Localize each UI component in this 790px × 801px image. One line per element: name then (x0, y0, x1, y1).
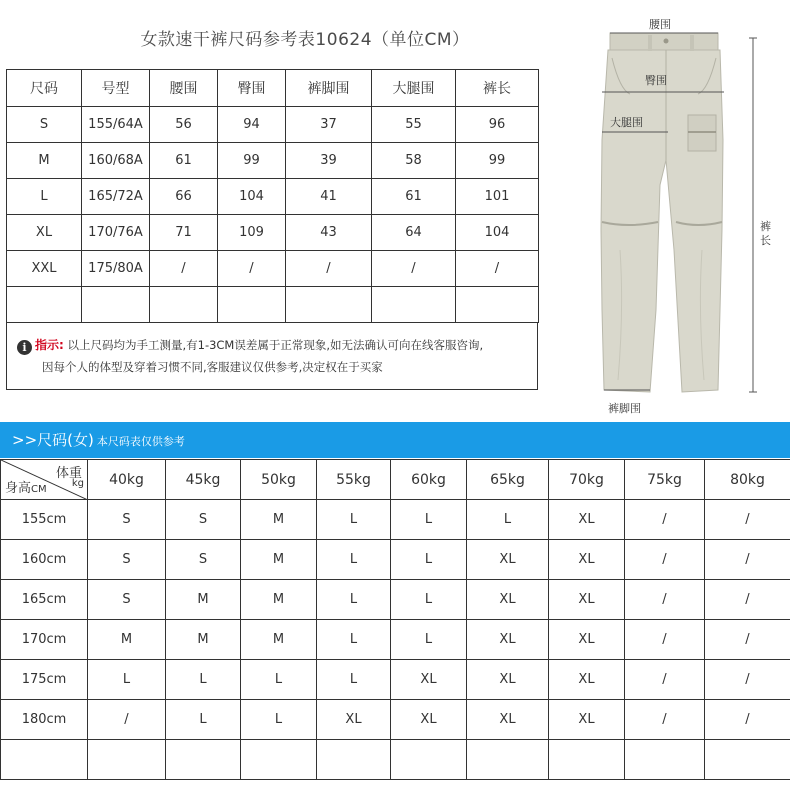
table-row (1, 580, 790, 620)
size-cell: L (88, 660, 166, 700)
size-cell: / (705, 540, 790, 580)
table-cell: 43 (286, 215, 372, 251)
table-cell: 109 (218, 215, 286, 251)
table-cell: / (372, 251, 456, 287)
table-cell: 39 (286, 143, 372, 179)
size-cell: XL (467, 620, 549, 660)
column-header: 臀围 (218, 70, 286, 107)
height-weight-size-table (0, 459, 790, 780)
table-cell: 104 (218, 179, 286, 215)
table-cell (218, 287, 286, 323)
size-cell: XL (467, 660, 549, 700)
table-cell (286, 287, 372, 323)
size-cell: XL (549, 580, 625, 620)
table-cell: S (7, 107, 82, 143)
table-cell (82, 287, 150, 323)
weight-header: 55kg (317, 460, 391, 500)
pants-measurement-diagram (590, 10, 790, 420)
column-header: 号型 (82, 70, 150, 107)
length-label: 裤长 (760, 220, 771, 247)
weight-header: 80kg (705, 460, 790, 500)
table-cell (150, 287, 218, 323)
table-cell: 99 (218, 143, 286, 179)
hip-label: 臀围 (645, 74, 667, 87)
weight-header: 60kg (391, 460, 467, 500)
table-cell: 58 (372, 143, 456, 179)
height-cell: 175cm (1, 660, 88, 700)
table-row (1, 500, 790, 540)
size-cell: / (625, 660, 705, 700)
info-icon: i (17, 340, 32, 355)
table-cell: 37 (286, 107, 372, 143)
size-cell: XL (391, 660, 467, 700)
table-cell: 160/68A (82, 143, 150, 179)
height-cell: 160cm (1, 540, 88, 580)
size-cell: / (625, 620, 705, 660)
size-cell: / (705, 580, 790, 620)
size-cell: XL (317, 700, 391, 740)
table-cell: L (7, 179, 82, 215)
thigh-label: 大腿围 (610, 116, 643, 129)
height-cell: 170cm (1, 620, 88, 660)
table-cell: 41 (286, 179, 372, 215)
height-cell: 155cm (1, 500, 88, 540)
table-row (1, 620, 790, 660)
size-table-header-row (7, 70, 539, 107)
table-cell: / (456, 251, 539, 287)
table-cell: 56 (150, 107, 218, 143)
height-cell: 180cm (1, 700, 88, 740)
size-cell: XL (391, 700, 467, 740)
table-row (7, 107, 539, 143)
column-header: 腰围 (150, 70, 218, 107)
size-table (6, 69, 539, 323)
weight-header: 70kg (549, 460, 625, 500)
weight-axis-label: 体重 (55, 466, 82, 481)
size-cell (391, 740, 467, 780)
size-cell: S (166, 540, 241, 580)
table-cell (372, 287, 456, 323)
pants-illustration (590, 10, 790, 420)
size-cell: M (166, 580, 241, 620)
banner-subtitle: 本尺码表仅供参考 (96, 435, 185, 448)
size-cell: L (241, 660, 317, 700)
size-cell: L (317, 620, 391, 660)
table-cell: 61 (372, 179, 456, 215)
column-header: 尺码 (7, 70, 82, 107)
note-label: 指示: (35, 338, 64, 352)
banner-title: >>尺码(女) (12, 431, 94, 449)
size-cell: / (625, 700, 705, 740)
height-unit-label: CM (31, 484, 47, 495)
table-row (7, 179, 539, 215)
table-cell: 66 (150, 179, 218, 215)
size-cell: M (166, 620, 241, 660)
table-row (7, 287, 539, 323)
size-cell: M (241, 500, 317, 540)
weight-unit-label: kg (71, 478, 84, 489)
size-cell (625, 740, 705, 780)
size-cell: / (705, 500, 790, 540)
size-cell: / (625, 580, 705, 620)
table-cell (7, 287, 82, 323)
size-cell (705, 740, 790, 780)
table-cell: / (286, 251, 372, 287)
weight-header-row (1, 460, 790, 500)
table-cell: 55 (372, 107, 456, 143)
weight-header: 45kg (166, 460, 241, 500)
size-cell (166, 740, 241, 780)
size-cell: S (88, 500, 166, 540)
size-cell (549, 740, 625, 780)
size-cell: L (317, 660, 391, 700)
weight-header: 40kg (88, 460, 166, 500)
size-cell: L (241, 700, 317, 740)
size-cell: / (705, 660, 790, 700)
table-cell: 61 (150, 143, 218, 179)
table-row (1, 700, 790, 740)
size-cell: L (391, 580, 467, 620)
table-cell: 155/64A (82, 107, 150, 143)
size-guide-banner (0, 422, 790, 458)
table-cell: M (7, 143, 82, 179)
size-cell: / (705, 620, 790, 660)
table-cell: 175/80A (82, 251, 150, 287)
table-row (1, 660, 790, 700)
size-cell: L (317, 540, 391, 580)
size-cell: L (317, 500, 391, 540)
hem-label: 裤脚围 (608, 402, 641, 415)
table-cell: 71 (150, 215, 218, 251)
note-text-line-1: 以上尺码均为手工测量,有1-3CM误差属于正常现象,如无法确认可向在线客服咨询, (67, 338, 484, 352)
column-header: 裤脚围 (286, 70, 372, 107)
size-cell: XL (549, 620, 625, 660)
size-cell: / (625, 500, 705, 540)
measurement-note (6, 322, 538, 390)
page-title: 女款速干裤尺码参考表10624（单位CM） (140, 30, 470, 50)
size-cell (88, 740, 166, 780)
size-cell: L (467, 500, 549, 540)
size-cell: / (625, 540, 705, 580)
table-cell: / (150, 251, 218, 287)
table-row (7, 215, 539, 251)
size-cell: L (391, 500, 467, 540)
size-cell: S (88, 580, 166, 620)
column-header: 裤长 (456, 70, 539, 107)
weight-header: 75kg (625, 460, 705, 500)
height-cell: 165cm (1, 580, 88, 620)
size-cell: M (241, 580, 317, 620)
size-cell: XL (467, 580, 549, 620)
size-cell: XL (467, 540, 549, 580)
table-row (7, 143, 539, 179)
note-text-line-2: 因每个人的体型及穿着习惯不同,客服建议仅供参考,决定权在于买家 (42, 360, 383, 374)
table-cell: 94 (218, 107, 286, 143)
size-cell (317, 740, 391, 780)
size-cell: XL (549, 700, 625, 740)
table-row (1, 740, 790, 780)
table-cell: / (218, 251, 286, 287)
table-row (1, 540, 790, 580)
table-cell: XL (7, 215, 82, 251)
size-cell: M (88, 620, 166, 660)
size-cell: L (166, 700, 241, 740)
size-cell: L (391, 540, 467, 580)
waist-label: 腰围 (649, 18, 671, 31)
corner-header-cell (1, 460, 88, 500)
size-cell: XL (549, 500, 625, 540)
size-cell: S (88, 540, 166, 580)
height-cell (1, 740, 88, 780)
weight-header: 50kg (241, 460, 317, 500)
size-cell: L (166, 660, 241, 700)
size-cell: M (241, 540, 317, 580)
size-cell: L (391, 620, 467, 660)
size-cell: L (317, 580, 391, 620)
table-cell: 64 (372, 215, 456, 251)
weight-header: 65kg (467, 460, 549, 500)
height-axis-label: 身高 (5, 481, 32, 496)
table-cell: 104 (456, 215, 539, 251)
size-cell: S (166, 500, 241, 540)
table-cell: 170/76A (82, 215, 150, 251)
size-cell: XL (549, 660, 625, 700)
size-cell: / (88, 700, 166, 740)
column-header: 大腿围 (372, 70, 456, 107)
table-row (7, 251, 539, 287)
size-cell (241, 740, 317, 780)
size-cell: XL (467, 700, 549, 740)
table-cell: 101 (456, 179, 539, 215)
size-cell: XL (549, 540, 625, 580)
size-cell: M (241, 620, 317, 660)
size-cell (467, 740, 549, 780)
table-cell: XXL (7, 251, 82, 287)
table-cell: 99 (456, 143, 539, 179)
size-cell: / (705, 700, 790, 740)
table-cell: 165/72A (82, 179, 150, 215)
table-cell: 96 (456, 107, 539, 143)
table-cell (456, 287, 539, 323)
